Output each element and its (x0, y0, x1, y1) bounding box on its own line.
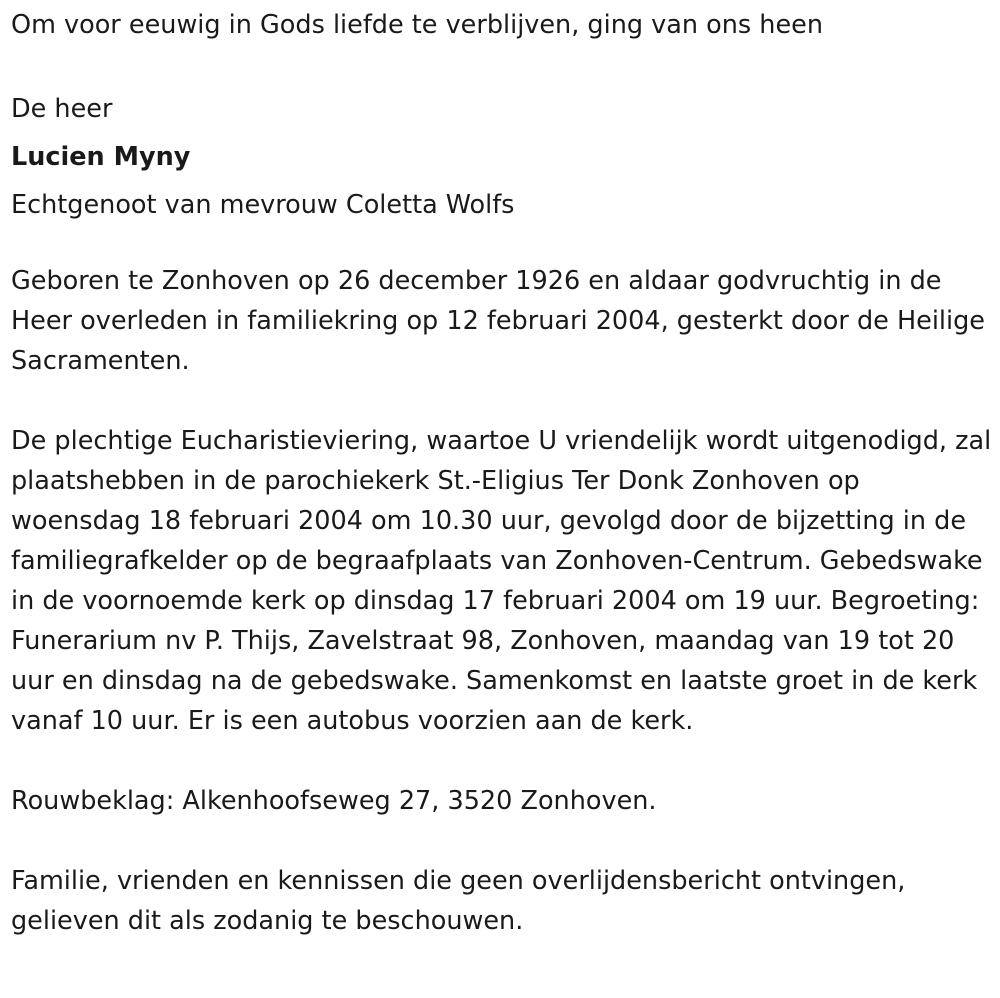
ceremony-paragraph: De plechtige Eucharistieviering, waartoe U vriendelijk wordt uitgenodigd, zal plaatshebben in de parochiekerk St.-Eligius Ter Donk Zonhoven op woensdag 18 februari 2004 om 10.30 uur, gevolgd door de bijzetting in de familiegrafkelder op de begraafplaats van Zonhoven-Centrum. Gebedswake in de voornoemde kerk op dinsdag 17 februari 2004 om 19 uur. Begroeting: Funerarium nv P. Thijs, Zavelstraat 98, Zonhoven, maandag van 19 tot 20 uur en dinsdag na de gebedswake. Samenkomst en laatste groet in de kerk vanaf 10 uur. Er is een autobus voorzien aan de kerk. (11, 426, 992, 736)
deceased-name: Lucien Myny (11, 142, 191, 172)
closing-paragraph: Familie, vrienden en kennissen die geen overlijdensbericht ontvingen, gelieven dit als zodanig te beschouwen. (11, 866, 906, 936)
spouse-line: Echtgenoot van mevrouw Coletta Wolfs (11, 190, 515, 220)
condolence-address: Rouwbeklag: Alkenhoofseweg 27, 3520 Zonhoven. (11, 786, 657, 816)
spacer (11, 821, 996, 861)
spacer (11, 229, 996, 261)
spacer (11, 381, 996, 421)
spacer (11, 45, 996, 85)
intro-line: Om voor eeuwig in Gods liefde te verblijven, ging van ons heen (11, 10, 823, 40)
honorific: De heer (11, 94, 113, 124)
obituary-notice (11, 0, 996, 941)
birth-death-paragraph: Geboren te Zonhoven op 26 december 1926 en aldaar godvruchtig in de Heer overleden in familiekring op 12 februari 2004, gesterkt door de Heilige Sacramenten. (11, 266, 985, 376)
spacer (11, 741, 996, 781)
